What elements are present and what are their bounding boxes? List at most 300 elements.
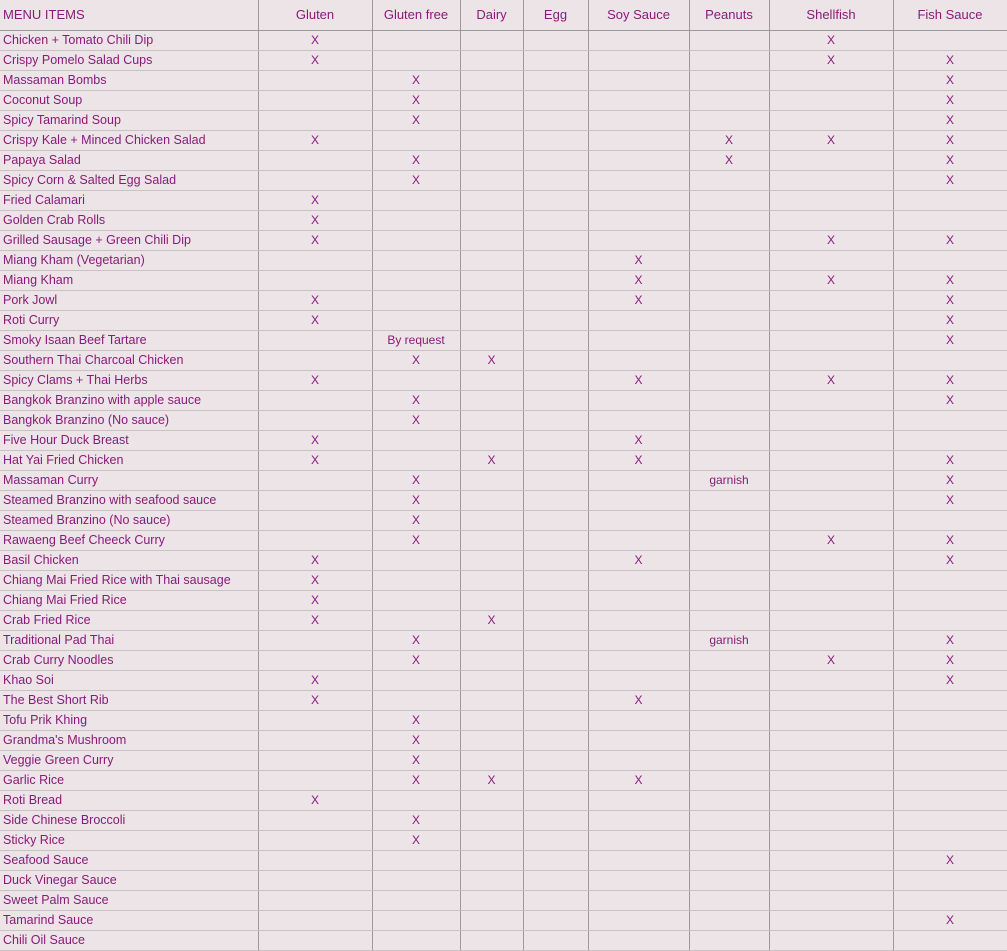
- allergen-cell: [769, 191, 893, 211]
- allergen-cell: [258, 511, 372, 531]
- allergen-cell: garnish: [689, 631, 769, 651]
- allergen-cell: X: [893, 51, 1007, 71]
- allergen-cell: [460, 691, 523, 711]
- allergen-cell: [769, 511, 893, 531]
- allergen-cell: [258, 251, 372, 271]
- allergen-cell: [258, 331, 372, 351]
- menu-item-name: Crispy Kale + Minced Chicken Salad: [0, 131, 258, 151]
- allergen-cell: X: [893, 471, 1007, 491]
- allergen-cell: [460, 151, 523, 171]
- menu-item-name: Traditional Pad Thai: [0, 631, 258, 651]
- allergen-cell: [523, 551, 588, 571]
- allergen-cell: X: [372, 731, 460, 751]
- allergen-cell: [588, 791, 689, 811]
- allergen-cell: [893, 31, 1007, 51]
- allergen-cell: [893, 811, 1007, 831]
- allergen-cell: [893, 511, 1007, 531]
- allergen-cell: [258, 651, 372, 671]
- menu-item-name: Grilled Sausage + Green Chili Dip: [0, 231, 258, 251]
- allergen-cell: [689, 831, 769, 851]
- allergen-cell: X: [372, 71, 460, 91]
- allergen-cell: [689, 371, 769, 391]
- allergen-cell: [588, 151, 689, 171]
- menu-item-name: Chiang Mai Fried Rice: [0, 591, 258, 611]
- allergen-cell: X: [258, 791, 372, 811]
- allergen-cell: [523, 691, 588, 711]
- allergen-cell: X: [460, 611, 523, 631]
- allergen-cell: [372, 851, 460, 871]
- allergen-cell: [689, 351, 769, 371]
- allergen-cell: [689, 451, 769, 471]
- allergen-cell: [523, 891, 588, 911]
- menu-item-name: Tamarind Sauce: [0, 911, 258, 931]
- menu-item-name: Steamed Branzino with seafood sauce: [0, 491, 258, 511]
- allergen-cell: [372, 231, 460, 251]
- allergen-cell: X: [893, 331, 1007, 351]
- allergen-cell: [460, 391, 523, 411]
- allergen-cell: X: [372, 151, 460, 171]
- menu-item-name: Chicken + Tomato Chili Dip: [0, 31, 258, 51]
- allergen-cell: [523, 751, 588, 771]
- allergen-cell: X: [893, 311, 1007, 331]
- allergen-cell: [523, 711, 588, 731]
- table-row: [0, 331, 1007, 351]
- allergen-cell: [523, 371, 588, 391]
- allergen-cell: [689, 791, 769, 811]
- allergen-cell: X: [588, 431, 689, 451]
- allergen-cell: [769, 671, 893, 691]
- allergen-cell: [893, 871, 1007, 891]
- table-row: [0, 31, 1007, 51]
- allergen-cell: X: [258, 51, 372, 71]
- table-row: [0, 291, 1007, 311]
- allergen-cell: [588, 911, 689, 931]
- allergen-cell: [588, 871, 689, 891]
- allergen-cell: [523, 171, 588, 191]
- table-row: [0, 691, 1007, 711]
- allergen-cell: [372, 271, 460, 291]
- allergen-cell: [372, 571, 460, 591]
- menu-item-name: Basil Chicken: [0, 551, 258, 571]
- allergen-cell: X: [893, 171, 1007, 191]
- allergen-cell: [372, 371, 460, 391]
- allergen-cell: X: [372, 511, 460, 531]
- allergen-cell: [523, 91, 588, 111]
- allergen-cell: [258, 631, 372, 651]
- allergen-cell: [460, 791, 523, 811]
- allergen-cell: [460, 731, 523, 751]
- allergen-cell: [588, 391, 689, 411]
- allergen-cell: [523, 511, 588, 531]
- table-row: [0, 711, 1007, 731]
- allergen-cell: [769, 611, 893, 631]
- allergen-cell: [460, 71, 523, 91]
- allergen-cell: [372, 251, 460, 271]
- allergen-cell: [258, 71, 372, 91]
- allergen-cell: [769, 891, 893, 911]
- allergen-cell: [523, 271, 588, 291]
- menu-item-name: Garlic Rice: [0, 771, 258, 791]
- allergen-cell: [769, 811, 893, 831]
- allergen-cell: [258, 271, 372, 291]
- allergen-cell: [523, 451, 588, 471]
- menu-item-name: The Best Short Rib: [0, 691, 258, 711]
- allergen-cell: [523, 531, 588, 551]
- allergen-cell: [769, 151, 893, 171]
- allergen-cell: [372, 191, 460, 211]
- allergen-cell: [258, 731, 372, 751]
- allergen-cell: [523, 211, 588, 231]
- allergen-cell: [460, 571, 523, 591]
- allergen-cell: [689, 171, 769, 191]
- allergen-cell: [523, 51, 588, 71]
- allergen-cell: [893, 571, 1007, 591]
- allergen-cell: [258, 871, 372, 891]
- allergen-cell: [258, 411, 372, 431]
- allergen-cell: [460, 591, 523, 611]
- allergen-cell: [588, 651, 689, 671]
- allergen-cell: [893, 611, 1007, 631]
- allergen-cell: [372, 691, 460, 711]
- allergen-cell: [372, 291, 460, 311]
- allergen-cell: [372, 211, 460, 231]
- allergen-cell: [769, 571, 893, 591]
- allergen-cell: [769, 311, 893, 331]
- allergen-cell: X: [689, 131, 769, 151]
- allergen-cell: [588, 231, 689, 251]
- allergen-cell: X: [372, 91, 460, 111]
- allergen-cell: [893, 791, 1007, 811]
- allergen-cell: X: [588, 451, 689, 471]
- allergen-cell: [689, 811, 769, 831]
- allergen-cell: [460, 131, 523, 151]
- allergen-cell: [588, 711, 689, 731]
- allergen-cell: [523, 351, 588, 371]
- allergen-cell: [588, 831, 689, 851]
- allergen-cell: [523, 771, 588, 791]
- allergen-cell: X: [372, 751, 460, 771]
- allergen-cell: [689, 691, 769, 711]
- allergen-cell: [460, 111, 523, 131]
- menu-item-name: Southern Thai Charcoal Chicken: [0, 351, 258, 371]
- allergen-cell: [258, 751, 372, 771]
- allergen-cell: X: [893, 391, 1007, 411]
- allergen-cell: [769, 351, 893, 371]
- allergen-cell: [460, 811, 523, 831]
- allergen-cell: [893, 751, 1007, 771]
- allergen-cell: [689, 411, 769, 431]
- table-row: [0, 511, 1007, 531]
- menu-item-name: Rawaeng Beef Cheeck Curry: [0, 531, 258, 551]
- allergen-cell: X: [769, 131, 893, 151]
- column-header-fish-sauce: Fish Sauce: [893, 0, 1007, 31]
- column-header-egg: Egg: [523, 0, 588, 31]
- allergen-cell: [460, 471, 523, 491]
- allergen-cell: [460, 871, 523, 891]
- table-row: [0, 111, 1007, 131]
- allergen-cell: [372, 31, 460, 51]
- allergen-cell: [460, 491, 523, 511]
- allergen-cell: [523, 631, 588, 651]
- allergen-cell: [258, 531, 372, 551]
- allergen-cell: X: [258, 31, 372, 51]
- allergen-cell: [769, 91, 893, 111]
- menu-item-name: Grandma's Mushroom: [0, 731, 258, 751]
- allergen-cell: [460, 751, 523, 771]
- table-row: [0, 171, 1007, 191]
- allergen-cell: [588, 411, 689, 431]
- menu-item-name: Steamed Branzino (No sauce): [0, 511, 258, 531]
- table-row: [0, 551, 1007, 571]
- column-header-peanuts: Peanuts: [689, 0, 769, 31]
- menu-item-name: Khao Soi: [0, 671, 258, 691]
- allergen-cell: X: [258, 131, 372, 151]
- allergen-cell: X: [372, 171, 460, 191]
- allergen-cell: X: [893, 231, 1007, 251]
- allergen-cell: X: [258, 371, 372, 391]
- header-row: [0, 0, 1007, 31]
- allergen-cell: [689, 871, 769, 891]
- allergen-cell: X: [258, 551, 372, 571]
- menu-item-name: Sweet Palm Sauce: [0, 891, 258, 911]
- allergen-cell: [258, 811, 372, 831]
- column-header-dairy: Dairy: [460, 0, 523, 31]
- allergen-cell: [588, 351, 689, 371]
- allergen-cell: [460, 371, 523, 391]
- menu-item-name: Duck Vinegar Sauce: [0, 871, 258, 891]
- allergen-cell: [588, 891, 689, 911]
- table-row: [0, 891, 1007, 911]
- allergen-cell: [769, 911, 893, 931]
- menu-item-name: Bangkok Branzino (No sauce): [0, 411, 258, 431]
- menu-item-name: Crab Curry Noodles: [0, 651, 258, 671]
- allergen-cell: X: [372, 391, 460, 411]
- allergen-cell: X: [258, 671, 372, 691]
- allergen-cell: [769, 551, 893, 571]
- allergen-cell: [460, 331, 523, 351]
- allergen-cell: X: [372, 831, 460, 851]
- allergen-cell: [258, 171, 372, 191]
- allergen-cell: X: [893, 851, 1007, 871]
- allergen-cell: [893, 351, 1007, 371]
- allergen-cell: [460, 171, 523, 191]
- menu-item-name: Side Chinese Broccoli: [0, 811, 258, 831]
- allergen-cell: [372, 551, 460, 571]
- allergen-cell: [588, 531, 689, 551]
- allergen-cell: [258, 771, 372, 791]
- allergen-cell: [893, 211, 1007, 231]
- allergen-cell: [689, 251, 769, 271]
- table-row: [0, 791, 1007, 811]
- allergen-cell: [588, 731, 689, 751]
- allergen-cell: [769, 771, 893, 791]
- table-row: [0, 611, 1007, 631]
- column-header-gluten-free: Gluten free: [372, 0, 460, 31]
- allergen-cell: [523, 491, 588, 511]
- allergen-cell: [460, 231, 523, 251]
- allergen-cell: [372, 891, 460, 911]
- allergen-cell: X: [258, 571, 372, 591]
- allergen-cell: [689, 211, 769, 231]
- table-row: [0, 351, 1007, 371]
- allergen-cell: [689, 231, 769, 251]
- allergen-cell: X: [258, 231, 372, 251]
- allergen-cell: X: [588, 551, 689, 571]
- table-row: [0, 71, 1007, 91]
- allergen-cell: [258, 471, 372, 491]
- allergen-cell: X: [689, 151, 769, 171]
- allergen-cell: [460, 91, 523, 111]
- allergen-cell: [523, 231, 588, 251]
- table-row: [0, 431, 1007, 451]
- allergen-cell: [893, 191, 1007, 211]
- table-row: [0, 371, 1007, 391]
- allergen-cell: X: [769, 371, 893, 391]
- allergen-cell: [588, 811, 689, 831]
- allergen-cell: [372, 611, 460, 631]
- allergen-cell: [588, 611, 689, 631]
- table-row: [0, 671, 1007, 691]
- allergen-cell: X: [769, 231, 893, 251]
- allergen-cell: [460, 651, 523, 671]
- table-row: [0, 211, 1007, 231]
- allergen-cell: X: [372, 631, 460, 651]
- allergen-cell: [372, 591, 460, 611]
- menu-item-name: Spicy Tamarind Soup: [0, 111, 258, 131]
- menu-item-name: Fried Calamari: [0, 191, 258, 211]
- allergen-cell: [689, 611, 769, 631]
- allergen-cell: X: [893, 71, 1007, 91]
- column-header-menu-items: MENU ITEMS: [0, 0, 258, 31]
- allergen-cell: [258, 91, 372, 111]
- allergen-cell: [588, 111, 689, 131]
- allergen-cell: X: [372, 651, 460, 671]
- allergen-cell: [689, 31, 769, 51]
- allergen-cell: X: [588, 271, 689, 291]
- allergen-cell: [460, 551, 523, 571]
- allergen-cell: [588, 571, 689, 591]
- allergen-cell: X: [893, 91, 1007, 111]
- allergen-cell: X: [769, 31, 893, 51]
- allergen-cell: garnish: [689, 471, 769, 491]
- allergen-cell: [893, 711, 1007, 731]
- allergen-cell: [523, 191, 588, 211]
- allergen-cell: [588, 91, 689, 111]
- table-row: [0, 651, 1007, 671]
- allergen-cell: [769, 251, 893, 271]
- allergen-cell: [258, 911, 372, 931]
- allergen-cell: [689, 51, 769, 71]
- table-row: [0, 731, 1007, 751]
- allergen-cell: [769, 831, 893, 851]
- allergen-cell: [588, 331, 689, 351]
- menu-item-name: Tofu Prik Khing: [0, 711, 258, 731]
- table-row: [0, 871, 1007, 891]
- allergen-cell: [523, 731, 588, 751]
- allergen-cell: [893, 831, 1007, 851]
- allergen-cell: [460, 911, 523, 931]
- menu-item-name: Massaman Curry: [0, 471, 258, 491]
- column-header-gluten: Gluten: [258, 0, 372, 31]
- allergen-cell: [893, 411, 1007, 431]
- allergen-cell: [372, 451, 460, 471]
- allergen-cell: [460, 671, 523, 691]
- allergen-cell: [588, 171, 689, 191]
- allergen-cell: [588, 511, 689, 531]
- allergen-cell: By request: [372, 331, 460, 351]
- allergen-cell: [689, 491, 769, 511]
- allergen-cell: [893, 591, 1007, 611]
- allergen-cell: [372, 131, 460, 151]
- allergen-cell: [689, 431, 769, 451]
- allergen-cell: X: [258, 311, 372, 331]
- allergen-cell: [372, 911, 460, 931]
- allergen-cell: X: [372, 711, 460, 731]
- allergen-cell: [893, 891, 1007, 911]
- allergen-cell: [769, 491, 893, 511]
- allergen-cell: [689, 291, 769, 311]
- allergen-cell: X: [893, 651, 1007, 671]
- allergen-cell: [893, 251, 1007, 271]
- allergen-cell: [588, 751, 689, 771]
- allergen-cell: X: [372, 771, 460, 791]
- allergen-cell: X: [893, 151, 1007, 171]
- table-row: [0, 811, 1007, 831]
- allergen-cell: X: [258, 431, 372, 451]
- allergen-cell: [689, 771, 769, 791]
- table-row: [0, 751, 1007, 771]
- menu-item-name: Golden Crab Rolls: [0, 211, 258, 231]
- allergen-cell: [689, 591, 769, 611]
- allergen-cell: [460, 711, 523, 731]
- allergen-cell: X: [893, 551, 1007, 571]
- allergen-cell: X: [588, 691, 689, 711]
- allergen-cell: [689, 191, 769, 211]
- allergen-cell: X: [893, 911, 1007, 931]
- allergen-cell: X: [588, 771, 689, 791]
- allergen-cell: [588, 631, 689, 651]
- allergen-cell: [769, 751, 893, 771]
- allergen-cell: [769, 111, 893, 131]
- allergen-cell: [523, 591, 588, 611]
- column-header-soy-sauce: Soy Sauce: [588, 0, 689, 31]
- allergen-cell: X: [893, 671, 1007, 691]
- allergen-cell: X: [769, 531, 893, 551]
- allergen-cell: [588, 211, 689, 231]
- allergen-cell: [523, 471, 588, 491]
- allergen-cell: X: [893, 631, 1007, 651]
- allergen-cell: [460, 891, 523, 911]
- allergen-cell: [689, 71, 769, 91]
- allergen-cell: [372, 311, 460, 331]
- allergen-cell: [460, 511, 523, 531]
- allergen-cell: [523, 411, 588, 431]
- table-row: [0, 831, 1007, 851]
- allergen-cell: X: [893, 271, 1007, 291]
- allergen-cell: [893, 431, 1007, 451]
- menu-item-name: Roti Curry: [0, 311, 258, 331]
- table-row: [0, 51, 1007, 71]
- allergen-cell: [689, 731, 769, 751]
- allergen-cell: [769, 291, 893, 311]
- menu-item-name: Pork Jowl: [0, 291, 258, 311]
- allergen-cell: [523, 811, 588, 831]
- allergen-cell: [523, 871, 588, 891]
- table-row: [0, 411, 1007, 431]
- allergen-cell: [460, 851, 523, 871]
- table-row: [0, 911, 1007, 931]
- menu-item-name: Spicy Clams + Thai Herbs: [0, 371, 258, 391]
